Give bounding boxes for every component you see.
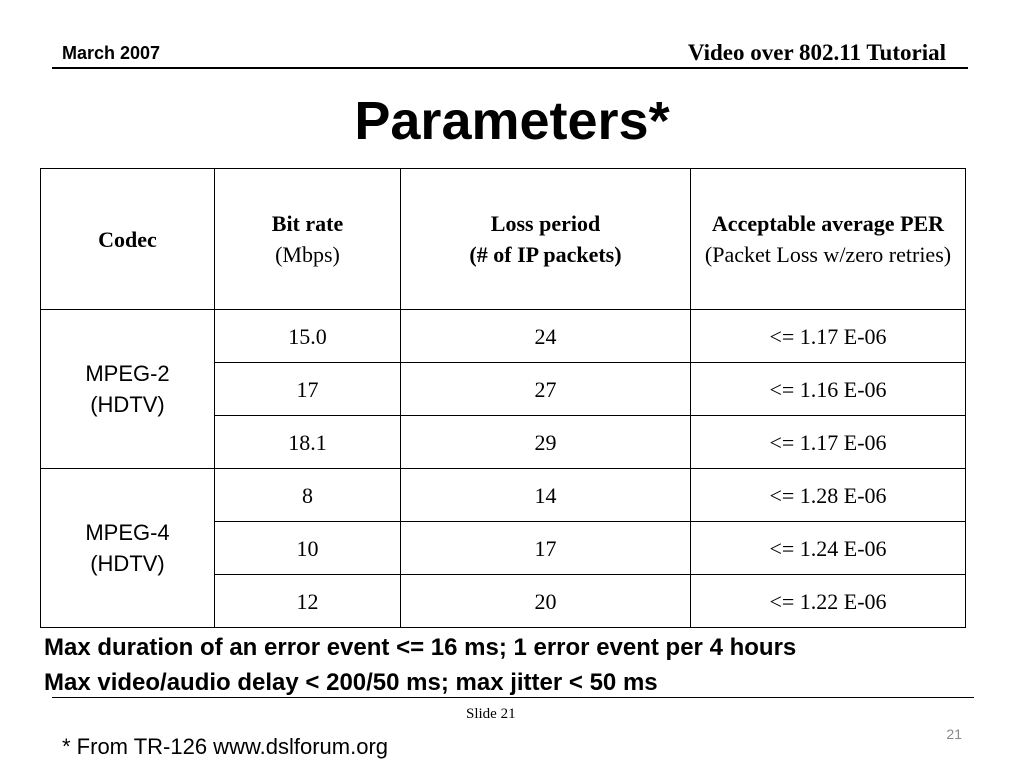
per-cell: <= 1.24 E-06	[691, 522, 966, 575]
bitrate-cell: 15.0	[215, 310, 401, 363]
codec-cell-mpeg4	[41, 469, 215, 628]
codec-format: (HDTV)	[90, 551, 165, 576]
header-per	[691, 169, 966, 310]
per-cell: <= 1.16 E-06	[691, 363, 966, 416]
codec-name: MPEG-4	[85, 520, 170, 545]
header-codec	[41, 169, 215, 310]
header-bitrate-label: Bit rate	[271, 211, 344, 236]
header-codec-label: Codec	[98, 226, 157, 252]
footnote: * From TR-126 www.dslforum.org	[62, 734, 389, 759]
loss-cell: 14	[401, 469, 691, 522]
header-loss-label: Loss period	[490, 211, 601, 236]
slide-label: Slide 21	[466, 706, 516, 722]
note-error-event: Max duration of an error event <= 16 ms; 1 error event per 4 hours	[44, 634, 797, 661]
codec-name: MPEG-2	[85, 361, 170, 386]
bitrate-cell: 18.1	[215, 416, 401, 469]
loss-cell: 29	[401, 416, 691, 469]
header-document-title: Video over 802.11 Tutorial	[687, 40, 946, 65]
per-cell: <= 1.22 E-06	[691, 575, 966, 628]
codec-cell-mpeg2	[41, 310, 215, 469]
header-bitrate-unit: (Mbps)	[275, 242, 340, 267]
header-bitrate	[215, 169, 401, 310]
note-delay-jitter: Max video/audio delay < 200/50 ms; max jitter < 50 ms	[44, 669, 658, 696]
loss-cell: 27	[401, 363, 691, 416]
per-cell: <= 1.17 E-06	[691, 310, 966, 363]
header-loss-period	[401, 169, 691, 310]
header-per-label: Acceptable average PER	[711, 211, 945, 236]
bitrate-cell: 12	[215, 575, 401, 628]
table-row	[41, 310, 966, 363]
per-cell: <= 1.28 E-06	[691, 469, 966, 522]
table-row	[41, 469, 966, 522]
bitrate-cell: 8	[215, 469, 401, 522]
loss-cell: 24	[401, 310, 691, 363]
header-divider	[52, 67, 968, 69]
footer-divider	[52, 697, 974, 698]
header-loss-unit: (# of IP packets)	[469, 242, 622, 267]
codec-format: (HDTV)	[90, 392, 165, 417]
table-header-row	[41, 169, 966, 310]
slide-title: Parameters*	[354, 91, 670, 151]
notes-block	[44, 630, 796, 700]
parameters-table	[40, 168, 966, 628]
bitrate-cell: 10	[215, 522, 401, 575]
bitrate-cell: 17	[215, 363, 401, 416]
loss-cell: 20	[401, 575, 691, 628]
header-date: March 2007	[62, 43, 161, 63]
header-per-note: (Packet Loss w/zero retries)	[704, 242, 952, 267]
page-number: 21	[946, 726, 962, 742]
loss-cell: 17	[401, 522, 691, 575]
per-cell: <= 1.17 E-06	[691, 416, 966, 469]
